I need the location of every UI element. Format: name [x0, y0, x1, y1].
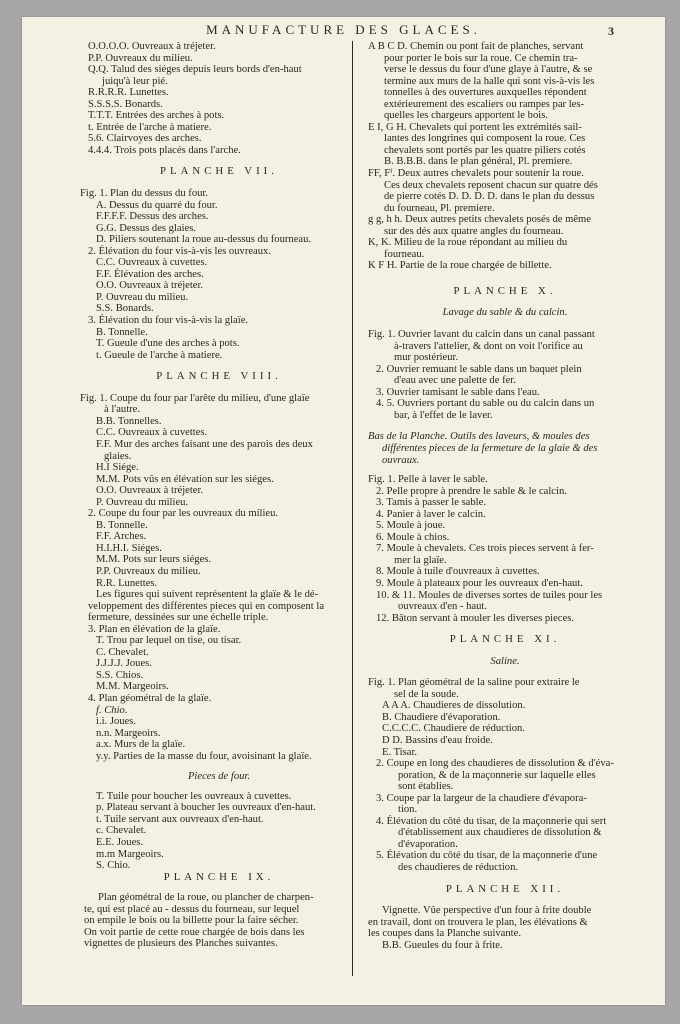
legend-line: F.F. Élévation des arches.: [96, 268, 204, 280]
legend-line: R.R.R.R. Lunettes.: [88, 87, 169, 99]
running-header: MANUFACTURE DES GLACES.: [206, 22, 481, 37]
plate-x-subtitle: Lavage du sable & du calcin.: [442, 307, 568, 319]
legend-line: S.S. Chios.: [96, 669, 144, 681]
legend-line: veloppement des différentes pieces qui en composent la: [88, 600, 325, 612]
legend-line: fermeture, dessinées sur une échelle triple.: [88, 612, 269, 624]
legend-line: 6. Moule à chios.: [376, 531, 450, 543]
legend-line: Fig. 1. Plan du dessus du four.: [80, 188, 209, 200]
legend-line: Vignette. Vûe perspective d'un four à frite double: [382, 905, 592, 917]
legend-line: P. Ouvreau du milieu.: [96, 291, 189, 303]
page-number: 3: [608, 24, 614, 38]
legend-line: T.T.T. Entrées des arches à pots.: [88, 110, 225, 122]
legend-line: tonnelles à des ouvertures auxquelles répondent: [384, 87, 587, 99]
legend-line: c. Chevalet.: [96, 825, 147, 837]
legend-line: O.O. Ouvreaux à tréjeter.: [96, 485, 204, 497]
legend-line: P.P. Ouvreaux du milieu.: [96, 565, 201, 577]
legend-line: E I, G H. Chevalets qui portent les extrémités sail-: [368, 121, 582, 133]
legend-line: E. Tisar.: [382, 746, 418, 758]
legend-line: tion.: [398, 804, 418, 816]
legend-line: 3. Tamis à passer le sable.: [376, 497, 486, 509]
legend-line: B. Tonnelle.: [96, 326, 148, 338]
legend-line: ouvreaux d'en - haut.: [398, 601, 487, 613]
legend-line: juiqu'à leur pié.: [102, 75, 168, 87]
plate-x-bas-de-planche: [368, 431, 642, 466]
legend-line: F.F.F.F. Dessus des arches.: [96, 211, 209, 223]
legend-line: R.R. Lunettes.: [96, 577, 158, 589]
legend-line: Fig. 1. Ouvrier lavant du calcin dans un canal passant: [368, 329, 595, 341]
legend-line: S.S.S.S. Bonards.: [88, 98, 163, 110]
legend-line: P. Ouvreau du milieu.: [96, 496, 189, 508]
legend-line: M.M. Pots vûs en élévation sur les siéges.: [96, 473, 274, 485]
legend-line: t. Entrée de l'arche à matiere.: [88, 121, 212, 133]
legend-intro: [88, 41, 350, 156]
legend-line: à l'autre.: [104, 404, 141, 416]
legend-line: Les figures qui suivent représentent la glaïe & le dé-: [96, 589, 319, 601]
legend-line: des chaudieres de réduction.: [398, 862, 519, 873]
legend-line: pour porter le bois sur la roue. Ce chemin tra-: [384, 52, 578, 64]
legend-line: O.O. Ouvreaux à tréjeter.: [96, 280, 204, 292]
legend-line: P.P. Ouvreaux du milieu.: [88, 52, 193, 64]
legend-line: p. Plateau servant à boucher les ouvreaux d'en-haut.: [96, 802, 316, 814]
legend-line: n.n. Margeoirs.: [96, 727, 161, 739]
legend-line: chevalets sont portés par les quatre piliers cotés: [384, 144, 586, 156]
legend-line: à-travers l'attelier, & dont on voit l'orifice au: [394, 340, 583, 352]
legend-line: T. Tuile pour boucher les ouvreaux à cuvettes.: [96, 790, 292, 802]
legend-line: J.J.J.J. Joues.: [96, 658, 152, 670]
legend-line: 2. Coupe en long des chaudieres de dissolution & d'éva-: [376, 758, 614, 770]
legend-line: M.M. Margeoirs.: [96, 681, 169, 693]
legend-line: mer la glaïe.: [394, 554, 447, 566]
legend-line: 2. Ouvrier remuant le sable dans un baquet plein: [376, 363, 582, 375]
plate-x-figures: [368, 474, 642, 624]
legend-line: D. Piliers soutenant la roue au-dessus du fourneau.: [96, 234, 312, 246]
legend-line: B. Tonnelle.: [96, 519, 148, 531]
legend-line: 2. Coupe du four par les ouvreaux du milieu.: [88, 508, 279, 520]
legend-line: Ces deux chevalets reposent chacun sur quatre dés: [384, 179, 598, 191]
legend-line: du fourneau, Pl. premiere.: [384, 202, 495, 214]
column-divider: [352, 41, 353, 976]
legend-line: 4. Plan géométral de la glaïe.: [88, 692, 212, 704]
legend-line: B.B. Tonnelles.: [96, 415, 162, 427]
legend-line: 3. Ouvrier tamisant le sable dans l'eau.: [376, 386, 540, 398]
legend-line: mur postérieur.: [394, 352, 459, 364]
legend-line: 12. Bâton servant à mouler les diverses pieces.: [376, 612, 574, 624]
legend-line: M.M. Pots sur leurs siéges.: [96, 554, 212, 566]
legend-line: termine aux murs de la halle qui sont vis-à-vis les: [384, 75, 595, 87]
legend-line: E.E. Joues.: [96, 837, 144, 848]
legend-line: 5.6. Clairvoyes des arches.: [88, 133, 202, 145]
legend-line: S.S. Bonards.: [96, 303, 154, 315]
legend-line: FF, Fᶠ. Deux autres chevalets pour soutenir la roue.: [368, 168, 584, 180]
legend-line: A A A. Chaudieres de dissolution.: [382, 700, 526, 712]
legend-line: f. Chio.: [96, 704, 128, 716]
legend-line: 3. Élévation du four vis-à-vis la glaïe.: [88, 315, 249, 327]
caption-line: ouvraux.: [382, 454, 420, 466]
paragraph-line: Plan géométral de la roue, ou plancher de charpen-: [98, 892, 314, 904]
legend-line: t. Gueule de l'arche à matiere.: [96, 349, 223, 361]
legend-line: lantes des longrines qui composent la roue. Ces: [384, 133, 586, 145]
legend-line: g g, h h. Deux autres petits chevalets posés de même: [368, 214, 591, 226]
legend-line: B. Chaudiere d'évaporation.: [382, 711, 501, 723]
legend-line: poration, & de la maçonnerie sur laquelle elles: [398, 769, 596, 781]
plate-vii-legend: [80, 188, 350, 361]
legend-line: C.C. Ouvreaux à cuvettes.: [96, 427, 208, 439]
legend-line: F.F. Mur des arches faisant une des parois des deux: [96, 438, 313, 450]
plate-title-ix: PLANCHE IX.: [163, 870, 275, 883]
legend-line: i.i. Joues.: [96, 716, 137, 728]
plate-ix-text: [84, 892, 354, 950]
legend-line: 2. Élévation du four vis-à-vis les ouvreaux.: [88, 245, 271, 257]
plate-title-xi: PLANCHE XI.: [449, 633, 561, 646]
legend-line: H.I.H.I. Siéges.: [96, 542, 162, 554]
plate-title-viii: PLANCHE VIII.: [156, 370, 282, 383]
pieces-subtitle: Pieces de four.: [187, 771, 251, 783]
legend-line: B. B.B.B. dans le plan général, Pl. premiere.: [384, 156, 573, 168]
legend-line: B.B. Gueules du four à frite.: [382, 939, 503, 951]
legend-line: Fig. 1. Plan géométral de la saline pour extraire le: [368, 677, 580, 689]
legend-line: 3. Plan en élévation de la glaïe.: [88, 623, 221, 635]
plate-x-legend: [368, 329, 642, 421]
legend-line: d'évaporation.: [398, 838, 458, 850]
legend-line: a.x. Murs de la glaïe.: [96, 739, 186, 751]
legend-line: A B C D. Chemin ou pont fait de planches, servant: [368, 41, 584, 52]
document-page: [22, 17, 665, 1005]
legend-line: A. Dessus du quarré du four.: [96, 199, 218, 211]
legend-line: 8. Moule à tuile d'ouvreaux à cuvettes.: [376, 566, 540, 578]
legend-line: K F H. Partie de la roue chargée de billette.: [368, 260, 552, 272]
right-column: [368, 41, 642, 951]
legend-line: 3. Coupe par la largeur de la chaudiere d'évapora-: [376, 792, 587, 804]
legend-line: quelles les chargeurs apportent le bois.: [384, 110, 548, 122]
legend-line: C.C.C.C. Chaudiere de réduction.: [382, 723, 525, 735]
plate-viii-legend: [80, 392, 350, 763]
legend-line: 4. Élévation du côté du tisar, de la maçonnerie qui sert: [376, 815, 607, 827]
plate-title-vii: PLANCHE VII.: [160, 165, 278, 178]
legend-line: sont établies.: [398, 781, 454, 793]
legend-line: 7. Moule à chevalets. Ces trois pieces servent à fer-: [376, 543, 594, 555]
legend-line: Fig. 1. Pelle à laver le sable.: [368, 474, 488, 486]
legend-line: Q.Q. Talud des siéges depuis leurs bords d'en-haut: [88, 64, 302, 76]
legend-line: 5. Élévation du côté du tisar, de la maçonnerie d'une: [376, 850, 598, 862]
paragraph-line: on empile le bois ou la billette pour la faire sécher.: [84, 915, 299, 927]
legend-line: 4. Panier à laver le calcin.: [376, 508, 486, 520]
pieces-legend: [88, 791, 350, 872]
legend-line: sel de la soude.: [394, 688, 459, 700]
legend-line: Fig. 1. Coupe du four par l'arête du milieu, d'une glaïe: [80, 392, 310, 404]
caption-line: Bas de la Planche. Outils des laveurs, & moules des: [368, 431, 590, 443]
legend-line: K, K. Milieu de la roue répondant au milieu du: [368, 237, 568, 249]
legend-line: 10. & 11. Moules de diverses sortes de tuiles pour les: [376, 589, 603, 601]
legend-line: G.G. Dessus des glaies.: [96, 222, 197, 234]
legend-line: 4.4.4. Trois pots placés dans l'arche.: [88, 144, 241, 156]
legend-line: T. Trou par lequel on tise, ou tisar.: [96, 635, 242, 647]
legend-line: les coupes dans la Planche suivante.: [368, 928, 521, 940]
legend-line: sur des dés aux quatre angles du fourneau.: [384, 225, 564, 237]
plate-title-x: PLANCHE X.: [453, 284, 557, 297]
plate-xii-legend: [368, 905, 642, 951]
legend-line: S. Chio.: [96, 860, 131, 872]
legend-line: bar, à l'effet de le laver.: [394, 409, 493, 421]
paragraph-line: vignettes de plusieurs des Planches suivantes.: [84, 938, 278, 950]
legend-line: F.F. Arches.: [96, 531, 147, 543]
legend-line: 4. 5. Ouvriers portant du sable ou du calcin dans un: [376, 398, 595, 410]
legend-line: d'établissement aux chaudieres de dissolution &: [398, 827, 602, 839]
legend-line: 2. Pelle propre à prendre le sable & le calcin.: [376, 485, 567, 497]
legend-line: extérieurement des escaliers ou rampes par les-: [384, 98, 585, 110]
caption-line: différentes pieces de la fermeture de la glaie & des: [382, 442, 598, 454]
legend-line: t. Tuile servant aux ouvreaux d'en-haut.: [96, 813, 264, 825]
plate-xi-legend: [368, 677, 642, 873]
legend-line: 9. Moule à plateaux pour les ouvreaux d'en-haut.: [376, 577, 583, 589]
legend-line: T. Gueule d'une des arches à pots.: [96, 338, 240, 350]
legend-line: fourneau.: [384, 248, 425, 260]
legend-line: C. Chevalet.: [96, 646, 149, 658]
legend-line: en travail, dont on trouvera le plan, les élévations &: [368, 916, 588, 928]
paragraph-line: On voit partie de cette roue chargée de bois dans les: [84, 926, 305, 938]
legend-line: y.y. Parties de la masse du four, avoisinant la glaïe.: [96, 750, 312, 762]
legend-line: d'eau avec une palette de fer.: [394, 375, 516, 387]
legend-line: C.C. Ouvreaux à cuvettes.: [96, 257, 208, 269]
legend-line: D D. Bassins d'eau froide.: [382, 734, 493, 746]
legend-line: H.I Siége.: [96, 462, 139, 474]
paragraph-line: te, qui est placé au - dessus du fourneau, sur lequel: [84, 903, 300, 915]
plate-xi-subtitle: Saline.: [490, 655, 520, 667]
legend-intro-right: [368, 41, 642, 272]
legend-line: glaies.: [104, 450, 132, 462]
left-column: [80, 41, 350, 950]
legend-line: verse le dessus du four d'une glaye à l'autre, & se: [384, 64, 593, 76]
plate-title-xii: PLANCHE XII.: [445, 882, 565, 895]
legend-line: O.O.O.O. Ouvreaux à tréjeter.: [88, 41, 216, 52]
legend-line: de pierre cotés D. D. D. D. dans le plan du dessus: [384, 191, 595, 203]
legend-line: m.m Margeoirs.: [96, 848, 164, 860]
legend-line: 5. Moule à joue.: [376, 520, 446, 532]
